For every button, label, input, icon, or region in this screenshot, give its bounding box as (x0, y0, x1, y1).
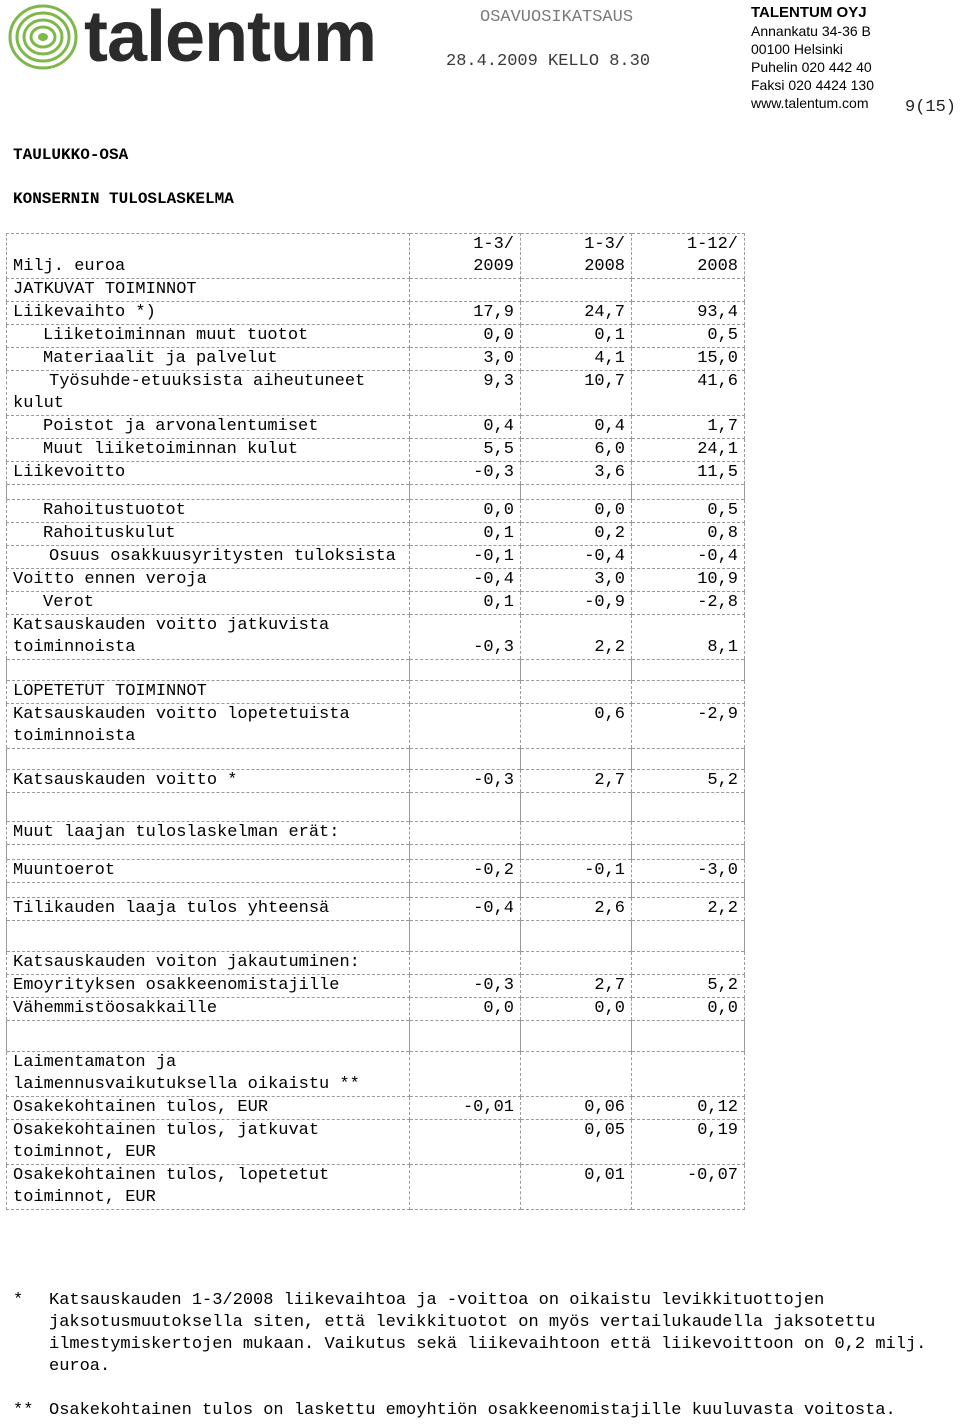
table-row (7, 822, 745, 845)
value-cell: 5,5 (410, 439, 521, 462)
row-label: Emoyrityksen osakkeenomistajille (7, 975, 410, 998)
table-row (7, 523, 745, 546)
value-cell: 17,9 (410, 302, 521, 325)
value-cell: 4,1 (521, 348, 632, 371)
value-cell: -0,9 (521, 592, 632, 615)
value-cell: -0,1 (410, 546, 521, 569)
table-row (7, 500, 745, 523)
release-date-time: 28.4.2009 KELLO 8.30 (446, 52, 651, 71)
value-cell: -2,9 (632, 704, 745, 749)
col-head-q1-2009: 1-3/ 2009 (410, 234, 521, 279)
value-cell: 0,4 (521, 416, 632, 439)
logo-wordmark: talentum (84, 0, 377, 77)
col-head-fy-2008: 1-12/ 2008 (632, 234, 745, 279)
value-cell: 5,2 (632, 770, 745, 793)
table-row (7, 302, 745, 325)
value-cell: 8,1 (632, 615, 745, 660)
value-cell: 93,4 (632, 302, 745, 325)
row-label: Osakekohtainen tulos, jatkuvat toiminnot, EUR (7, 1120, 410, 1165)
table-row (7, 592, 745, 615)
table-row (7, 704, 745, 749)
value-cell: 0,0 (410, 325, 521, 348)
row-label: Tilikauden laaja tulos yhteensä (7, 898, 410, 921)
col-head-q1-2008: 1-3/ 2008 (521, 234, 632, 279)
footnote-text: Katsauskauden 1-3/2008 liikevaihtoa ja -voittoa on oikaistu levikkituottojen jaksotusmuutoksella siten, että levikkituotot on myös vertailukaudella jaksotettu ilmestymiskertojen mukaan. Vaikutus sekä liikevaihtoon että liikevoittoon on 0,2 milj. euroa. (49, 1291, 927, 1376)
spacer-row (7, 485, 745, 500)
row-label: Laimentamaton ja laimennusvaikutuksella oikaistu ** (7, 1052, 410, 1097)
table-row (7, 325, 745, 348)
value-cell: 24,1 (632, 439, 745, 462)
value-cell: 10,7 (521, 371, 632, 416)
table-row (7, 952, 745, 975)
value-cell: -0,01 (410, 1097, 521, 1120)
row-label: Rahoituskulut (7, 523, 410, 546)
value-cell: 9,3 (410, 371, 521, 416)
table-row (7, 615, 745, 660)
value-cell: 5,2 (632, 975, 745, 998)
value-cell: 0,1 (521, 325, 632, 348)
value-cell: -0,07 (632, 1165, 745, 1210)
value-cell: 0,0 (521, 500, 632, 523)
value-cell: 0,0 (410, 500, 521, 523)
row-label: Liiketoiminnan muut tuotot (7, 325, 410, 348)
row-label: Rahoitustuotot (7, 500, 410, 523)
table-row (7, 1165, 745, 1210)
value-cell: 0,01 (521, 1165, 632, 1210)
company-fax: Faksi 020 4424 130 (751, 77, 874, 93)
value-cell: 0,0 (632, 998, 745, 1021)
value-cell: -0,2 (410, 860, 521, 883)
value-cell: 3,0 (521, 569, 632, 592)
value-cell: 0,1 (410, 592, 521, 615)
value-cell: -0,3 (410, 462, 521, 485)
value-cell: 0,19 (632, 1120, 745, 1165)
value-cell: 0,05 (521, 1120, 632, 1165)
table-header-row (7, 234, 745, 279)
talentum-logo (8, 0, 377, 77)
row-label: Vähemmistöosakkaille (7, 998, 410, 1021)
value-cell (410, 1120, 521, 1165)
table-row (7, 1120, 745, 1165)
value-cell: -0,3 (410, 770, 521, 793)
spacer-row (7, 845, 745, 860)
company-phone: Puhelin 020 442 40 (751, 59, 872, 75)
table-row (7, 898, 745, 921)
table-row (7, 1052, 745, 1097)
value-cell: 0,12 (632, 1097, 745, 1120)
table-row (7, 1097, 745, 1120)
spacer-row (7, 749, 745, 770)
company-contact-block (751, 4, 874, 112)
table-row (7, 462, 745, 485)
document-type: OSAVUOSIKATSAUS (480, 8, 634, 27)
spacer-row (7, 1021, 745, 1052)
row-label: Materiaalit ja palvelut (7, 348, 410, 371)
value-cell: 0,5 (632, 500, 745, 523)
value-cell: 6,0 (521, 439, 632, 462)
value-cell: 15,0 (632, 348, 745, 371)
value-cell: -0,3 (410, 615, 521, 660)
value-cell: 0,4 (410, 416, 521, 439)
value-cell: 0,8 (632, 523, 745, 546)
row-label: Osakekohtainen tulos, EUR (7, 1097, 410, 1120)
spacer-row (7, 660, 745, 681)
row-label: Liikevoitto (7, 462, 410, 485)
value-cell: -2,8 (632, 592, 745, 615)
table-row (7, 681, 745, 704)
value-cell: 2,6 (521, 898, 632, 921)
value-cell: 0,0 (521, 998, 632, 1021)
section-title: KONSERNIN TULOSLASKELMA (13, 190, 234, 208)
section-part-title: TAULUKKO-OSA (13, 146, 129, 164)
value-cell: -0,4 (410, 569, 521, 592)
logo-rings-icon (8, 4, 78, 70)
company-name: TALENTUM OYJ (751, 4, 867, 21)
table-row (7, 348, 745, 371)
value-cell: 0,06 (521, 1097, 632, 1120)
value-cell: 2,2 (632, 898, 745, 921)
value-cell: -0,1 (521, 860, 632, 883)
value-cell (410, 704, 521, 749)
value-cell: -0,4 (410, 898, 521, 921)
table-row (7, 998, 745, 1021)
value-cell: -0,4 (521, 546, 632, 569)
table-row (7, 439, 745, 462)
row-label: LOPETETUT TOIMINNOT (7, 681, 410, 704)
row-label: Liikevaihto *) (7, 302, 410, 325)
row-label: Muut laajan tuloslaskelman erät: (7, 822, 410, 845)
company-web: www.talentum.com (751, 95, 869, 111)
footnotes (13, 1290, 953, 1422)
table-row (7, 860, 745, 883)
row-label: Katsauskauden voitto lopetetuista toiminnoista (7, 704, 410, 749)
unit-label: Milj. euroa (7, 234, 410, 279)
value-cell: -3,0 (632, 860, 745, 883)
row-label: JATKUVAT TOIMINNOT (7, 279, 410, 302)
row-label: Poistot ja arvonalentumiset (7, 416, 410, 439)
row-label: Katsauskauden voiton jakautuminen: (7, 952, 410, 975)
value-cell: 0,6 (521, 704, 632, 749)
value-cell: 0,2 (521, 523, 632, 546)
row-label: Työsuhde-etuuksista aiheutuneet kulut (7, 371, 410, 416)
value-cell (410, 1165, 521, 1210)
footnote-marker: ** (13, 1401, 34, 1420)
value-cell: 2,7 (521, 975, 632, 998)
footnote-2 (13, 1400, 953, 1422)
value-cell: 11,5 (632, 462, 745, 485)
table-row (7, 770, 745, 793)
spacer-row (7, 793, 745, 822)
row-label: Muuntoerot (7, 860, 410, 883)
row-label: Voitto ennen veroja (7, 569, 410, 592)
value-cell: 0,1 (410, 523, 521, 546)
value-cell: 10,9 (632, 569, 745, 592)
row-label: Katsauskauden voitto * (7, 770, 410, 793)
value-cell: 41,6 (632, 371, 745, 416)
value-cell: 24,7 (521, 302, 632, 325)
company-address: Annankatu 34-36 B (751, 23, 871, 39)
spacer-row (7, 921, 745, 952)
value-cell: -0,4 (632, 546, 745, 569)
table-row (7, 416, 745, 439)
value-cell: 1,7 (632, 416, 745, 439)
value-cell: 3,0 (410, 348, 521, 371)
row-label: Katsauskauden voitto jatkuvista toiminnoista (7, 615, 410, 660)
income-statement-table (6, 233, 745, 1210)
row-label: Verot (7, 592, 410, 615)
table-row (7, 546, 745, 569)
value-cell: 2,2 (521, 615, 632, 660)
row-label: Muut liiketoiminnan kulut (7, 439, 410, 462)
spacer-row (7, 883, 745, 898)
value-cell: -0,3 (410, 975, 521, 998)
company-postal: 00100 Helsinki (751, 41, 843, 57)
table-row (7, 279, 745, 302)
table-row (7, 975, 745, 998)
footnote-text: Osakekohtainen tulos on laskettu emoyhtiön osakkeenomistajille kuuluvasta voitosta. (49, 1401, 896, 1420)
value-cell: 2,7 (521, 770, 632, 793)
row-label: Osuus osakkuusyritysten tuloksista (7, 546, 410, 569)
table-row (7, 569, 745, 592)
footnote-marker: * (13, 1291, 24, 1310)
value-cell: 0,0 (410, 998, 521, 1021)
table-row (7, 371, 745, 416)
value-cell: 0,5 (632, 325, 745, 348)
value-cell: 3,6 (521, 462, 632, 485)
page-number: 9(15) (905, 98, 957, 117)
footnote-1 (13, 1290, 953, 1378)
row-label: Osakekohtainen tulos, lopetetut toiminnot, EUR (7, 1165, 410, 1210)
